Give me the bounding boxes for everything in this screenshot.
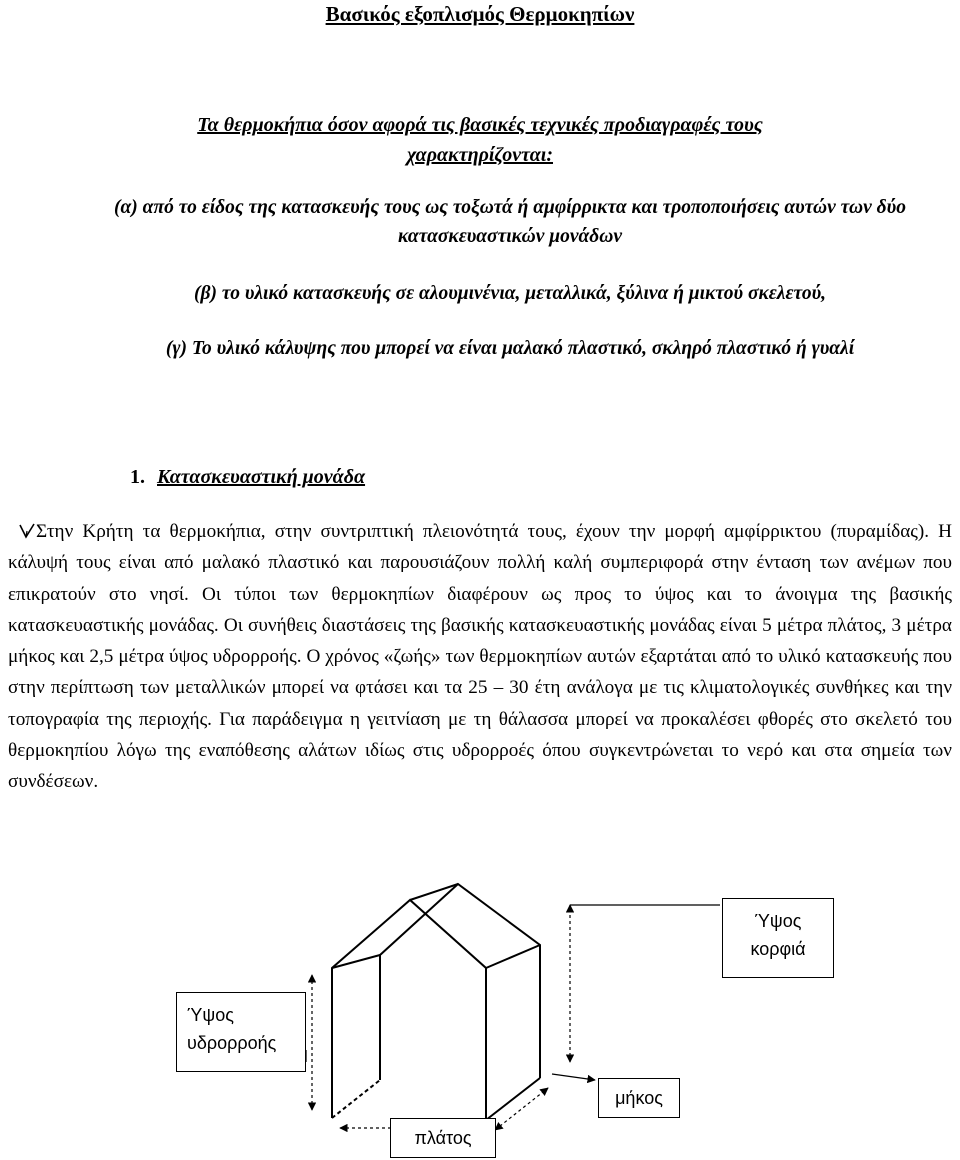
gutter-height-label-line1: Ύψος	[187, 1005, 234, 1025]
list-item-a: (α) από το είδος της κατασκευής τους ως τοξωτά ή αμφίρρικτα και τροποποιήσεις αυτών των δύο κατασκευαστικών μονάδων	[114, 197, 906, 247]
intro-text: Τα θερμοκήπια όσον αφορά τις βασικές τεχνικές προδιαγραφές τους χαρακτηρίζονται:	[197, 114, 763, 166]
list-item-c: (γ) Το υλικό κάλυψης που μπορεί να είναι μαλακό πλαστικό, σκληρό πλαστικό ή γυαλί	[165, 338, 855, 359]
list-item-b: (β) το υλικό κατασκευής σε αλουμινένια, μεταλλικά, ξύλινα ή μικτού σκελετού,	[194, 283, 826, 304]
gutter-height-label-line2: υδρορροής	[187, 1033, 277, 1053]
page-title: Βασικός εξοπλισμός Θερμοκηπίων	[325, 2, 635, 26]
section-heading	[130, 466, 365, 489]
greenhouse-frame	[332, 884, 540, 1120]
length-label: μήκος	[598, 1078, 680, 1118]
section-paragraph: Στην Κρήτη τα θερμοκήπια, στην συντριπτική πλειονότητά τους, έχουν την μορφή αμφίρρικτου (πυραμίδας). Η κάλυψή τους είναι από μαλακό πλαστικό και παρουσιάζουν πολλή καλή συμπεριφορά στην ένταση των ανέμων που επικρατούν στο νησί. Οι τύποι των θερμοκηπίων διαφέρουν ως προς το ύψος και το άνοιγμα της βασικής κατασκευαστικής μονάδας. Οι συνήθεις διαστάσεις της βασικής κατασκευαστικής μονάδας είναι 5 μέτρα πλάτος, 3 μέτρα μήκος και 2,5 μέτρα ύψος υδρορροής. Ο χρόνος «ζωής» των θερμοκηπίων αυτών εξαρτάται από το υλικό κατασκευής που στην περίπτωση των μεταλλικών μπορεί να φτάσει και τα 25 – 30 έτη ανάλογα με τις κλιματολογικές συνθήκες και την τοπογραφία της περιοχής. Για παράδειγμα η γειτνίαση με τη θάλασσα μπορεί να προκαλέσει φθορές στο σκελετό του θερμοκηπίου λόγω της εναπόθεσης αλάτων ιδίως στις υδρορροές όπου συγκεντρώνεται το νερό και στα σημεία των συνδέσεων.	[8, 521, 952, 793]
gutter-height-label	[176, 992, 306, 1072]
section-number: 1.	[130, 466, 145, 488]
width-label: πλάτος	[390, 1118, 496, 1158]
roof-height-label	[722, 898, 834, 978]
roof-height-label-line2: κορφιά	[750, 939, 806, 959]
section-title: Κατασκευαστική μονάδα	[157, 466, 366, 488]
roof-height-label-line1: Ύψος	[754, 911, 802, 931]
